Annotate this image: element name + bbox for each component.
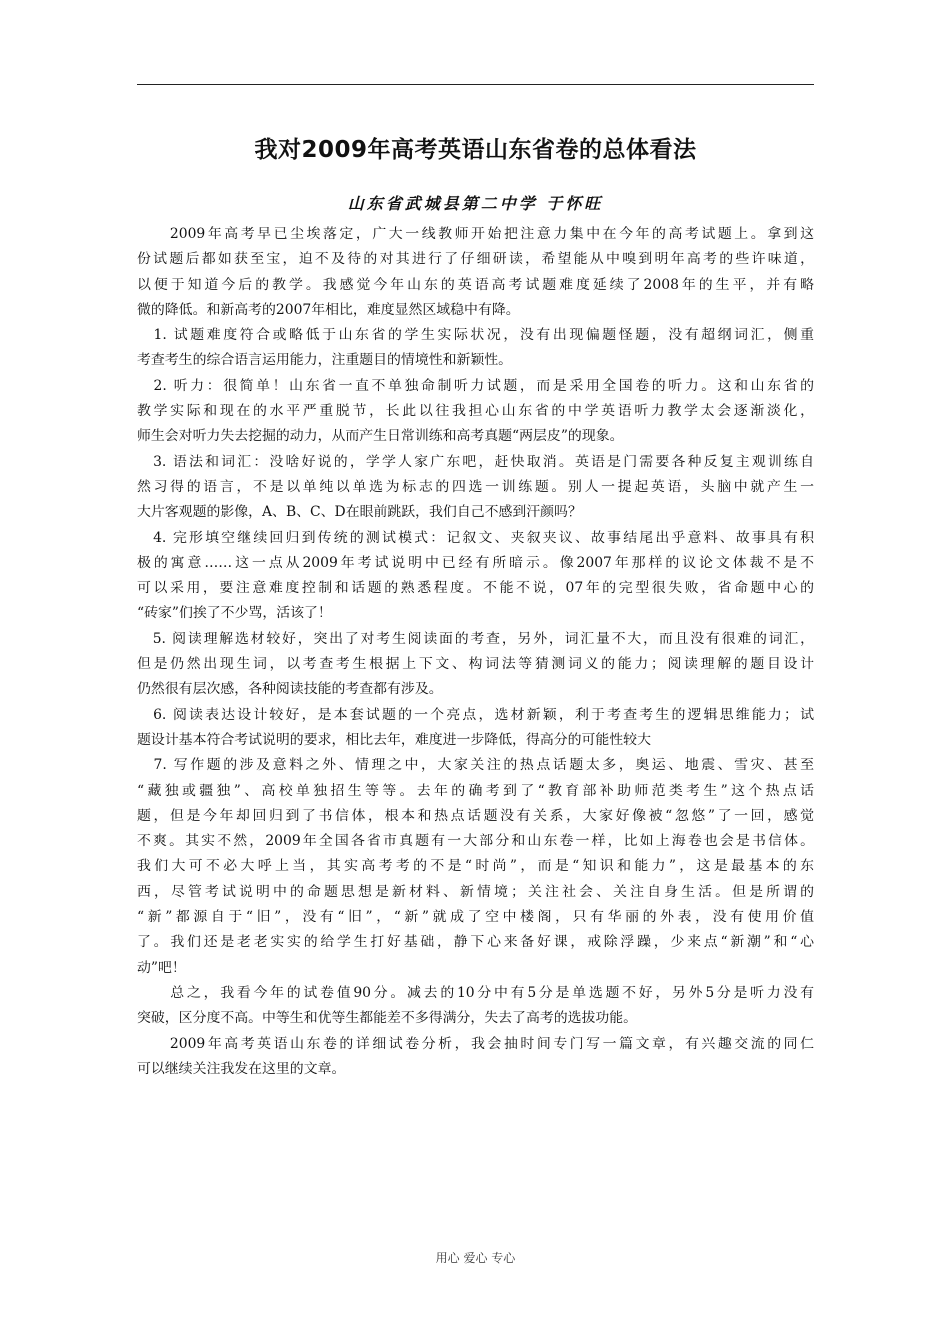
text-line: 了。我们还是老老实实的给学生打好基础，静下心来备好课，戒除浮躁，少来点“新潮”和“心 [137, 934, 814, 951]
text-line: 动”吧！ [137, 959, 186, 976]
article-body [137, 222, 814, 1082]
text-line: “新”都源自于“旧”，没有“旧”，“新”就成了空中楼阁，只有华丽的外表，没有使用价值 [137, 909, 814, 926]
text-line: 1. 试题难度符合或略低于山东省的学生实际状况，没有出现偏题怪题，没有超纲词汇，侧重 [137, 327, 814, 344]
text-line: 微的降低。和新高考的2007年相比，难度显然区域稳中有降。 [137, 301, 520, 318]
text-line: 7. 写作题的涉及意料之外、情理之中，大家关注的热点话题太多，奥运、地震、雪灾、甚至 [137, 757, 814, 774]
author-line: 山东省武城县第二中学 于怀旺 [347, 194, 604, 213]
text-line: 题设计基本符合考试说明的要求，相比去年，难度进一步降低，得高分的可能性较大 [137, 731, 651, 748]
text-line: 6. 阅读表达设计较好，是本套试题的一个亮点，选材新颖，利于考查考生的逻辑思维能力；试 [137, 706, 814, 723]
text-line: 2. 听力：很简单！山东省一直不单独命制听力试题，而是采用全国卷的听力。这和山东省的 [137, 377, 814, 394]
text-line: 4. 完形填空继续回归到传统的测试模式：记叙文、夹叙夹议、故事结尾出乎意料、故事具有积 [137, 529, 814, 546]
text-line: 师生会对听力失去挖掘的动力，从而产生日常训练和高考真题“两层皮”的现象。 [137, 428, 624, 445]
text-line: 2009年高考早已尘埃落定，广大一线教师开始把注意力集中在今年的高考试题上。拿到这 [137, 226, 814, 242]
text-line: 不爽。其实不然，2009年全国各省市真题有一大部分和山东卷一样，比如上海卷也会是书信体。 [137, 833, 814, 850]
header-rule [137, 84, 814, 85]
text-line: 总之，我看今年的试卷值90分。减去的10分中有5分是单选题不好，另外5分是听力没有 [137, 984, 814, 1001]
text-line: 我们大可不必大呼上当，其实高考考的不是“时尚”，而是“知识和能力”，这是最基本的东 [137, 858, 814, 875]
text-line: 3. 语法和词汇：没啥好说的，学学人家广东吧，赶快取消。英语是门需要各种反复主观训练自 [137, 453, 814, 470]
text-line: 仍然很有层次感，各种阅读技能的考查都有涉及。 [137, 681, 443, 698]
text-line: 西，尽管考试说明中的命题思想是新材料、新情境；关注社会、关注自身生活。但是所谓的 [137, 883, 814, 900]
text-line: “砖家”们挨了不少骂，活该了！ [137, 605, 332, 622]
text-line: 极的寓意……这一点从2009年考试说明中已经有所暗示。像2007年那样的议论文体裁不是不 [137, 554, 814, 571]
text-line: 教学实际和现在的水平严重脱节，长此以往我担心山东省的中学英语听力教学太会逐渐淡化， [137, 403, 814, 420]
text-line: 2009年高考英语山东卷的详细试卷分析，我会抽时间专门写一篇文章，有兴趣交流的同仁 [137, 1035, 814, 1052]
text-line: 份试题后都如获至宝，迫不及待的对其进行了仔细研读，希望能从中嗅到明年高考的些许味道， [137, 251, 814, 268]
page-footer: 用心 爱心 专心 [435, 1251, 516, 1265]
document-title: 我对2009年高考英语山东省卷的总体看法 [254, 137, 697, 163]
text-line: 以便于知道今后的教学。我感觉今年山东的英语高考试题难度延续了2008年的生平，并有略 [137, 276, 814, 293]
text-line: 可以采用，要注意难度控制和话题的熟悉程度。不能不说，07年的完型很失败，省命题中心的 [137, 580, 814, 597]
text-line: 然习得的语言，不是以单纯以单选为标志的四选一训练题。别人一提起英语，头脑中就产生一 [137, 478, 814, 495]
text-line: 考查考生的综合语言运用能力，注重题目的情境性和新颖性。 [137, 352, 513, 369]
text-line: 题，但是今年却回归到了书信体，根本和热点话题没有关系，大家好像被“忽悠”了一回，感觉 [137, 807, 814, 824]
text-line: 突破，区分度不高。中等生和优等生都能差不多得满分，失去了高考的选拔功能。 [137, 1010, 638, 1027]
text-line: 可以继续关注我发在这里的文章。 [137, 1060, 346, 1077]
text-line: 但是仍然出现生词，以考查考生根据上下文、构词法等猜测词义的能力；阅读理解的题目设计 [137, 656, 814, 673]
text-line: 大片客观题的影像，A、B、C、D在眼前跳跃，我们自己不感到汗颜吗？ [137, 504, 582, 521]
text-line: “藏独或疆独”、高校单独招生等等。去年的确考到了“教育部补助师范类考生”这个热点话 [137, 782, 814, 799]
text-line: 5. 阅读理解选材较好，突出了对考生阅读面的考查，另外，词汇量不大，而且没有很难的词汇， [137, 630, 814, 647]
